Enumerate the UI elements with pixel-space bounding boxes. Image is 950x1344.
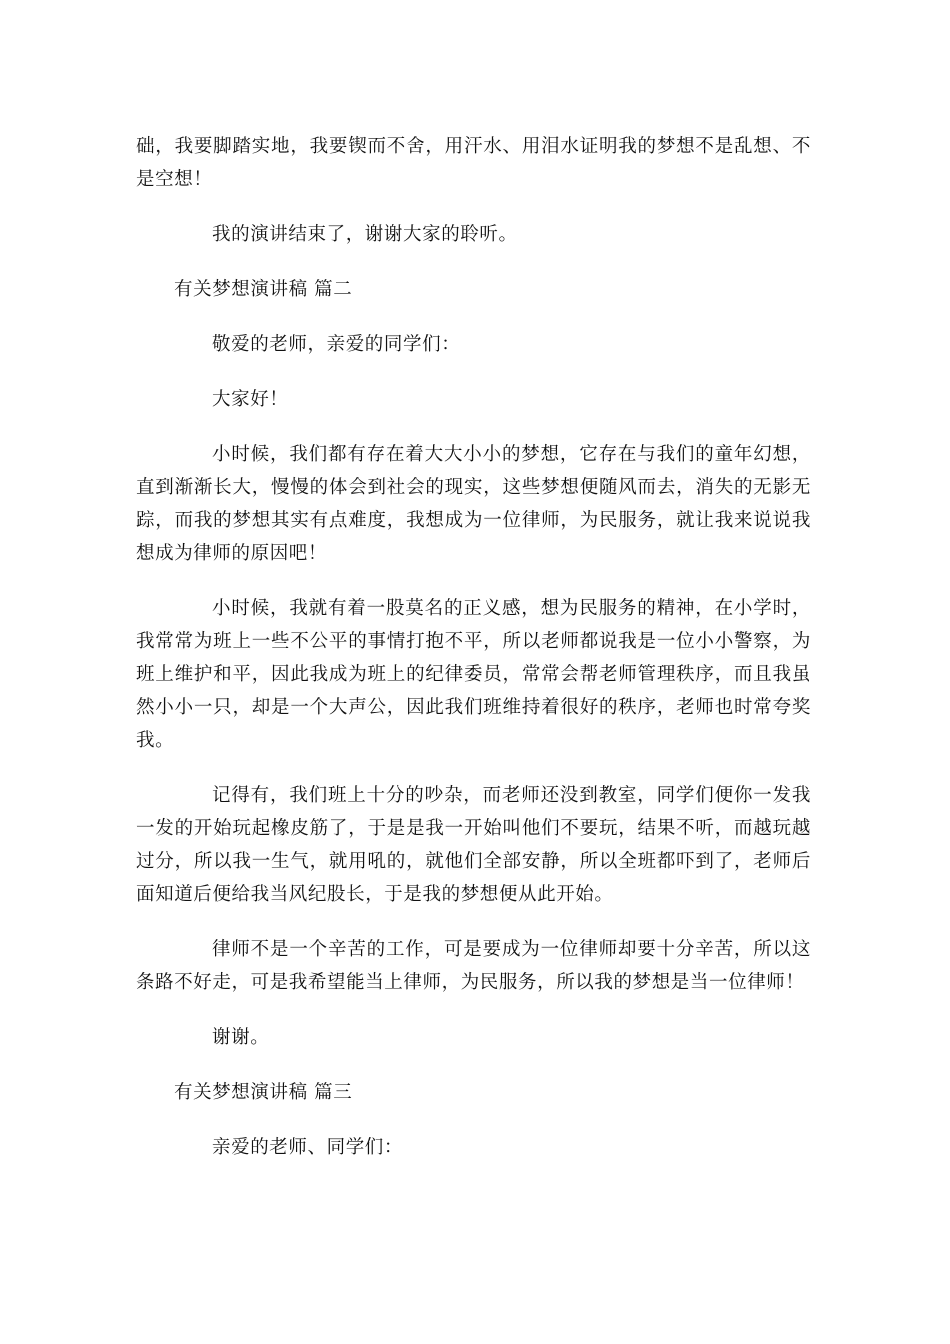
paragraph-body: 记得有，我们班上十分的吵杂，而老师还没到教室，同学们便你一发我一发的开始玩起橡皮筋了，于是是我一开始叫他们不要玩，结果不听，而越玩越过分，所以我一生气，就用吼的，就他们全部安静，所以全班都吓到了，老师后面知道后便给我当风纪股长，于是我的梦想便从此开始。 — [136, 785, 811, 905]
section-heading-2: 有关梦想演讲稿 篇二 — [174, 279, 353, 300]
paragraph-salutation: 敬爱的老师，亲爱的同学们： — [212, 334, 461, 355]
paragraph-salutation: 亲爱的老师、同学们： — [212, 1137, 404, 1158]
paragraph-greeting: 大家好！ — [212, 389, 289, 410]
paragraph-body: 小时候，我们都有存在着大大小小的梦想，它存在与我们的童年幻想，直到渐渐长大，慢慢的体会到社会的现实，这些梦想便随风而去，消失的无影无踪，而我的梦想其实有点难度，我想成为一位律师，为民服务，就让我来说说我想成为律师的原因吧！ — [136, 444, 811, 564]
paragraph-continuation: 础，我要脚踏实地，我要锲而不舍，用汗水、用泪水证明我的梦想不是乱想、不是空想！ — [136, 136, 811, 190]
paragraph-body: 律师不是一个辛苦的工作，可是要成为一位律师却要十分辛苦，所以这条路不好走，可是我希望能当上律师，为民服务，所以我的梦想是当一位律师！ — [136, 939, 811, 993]
document-body — [136, 130, 811, 1186]
paragraph-closing: 我的演讲结束了，谢谢大家的聆听。 — [212, 224, 518, 245]
paragraph-thanks: 谢谢。 — [212, 1027, 270, 1048]
section-heading-3: 有关梦想演讲稿 篇三 — [174, 1082, 353, 1103]
paragraph-body: 小时候，我就有着一股莫名的正义感，想为民服务的精神，在小学时，我常常为班上一些不公平的事情打抱不平，所以老师都说我是一位小小警察，为班上维护和平，因此我成为班上的纪律委员，常常会帮老师管理秩序，而且我虽然小小一只，却是一个大声公，因此我们班维持着很好的秩序，老师也时常夸奖我。 — [136, 598, 811, 751]
